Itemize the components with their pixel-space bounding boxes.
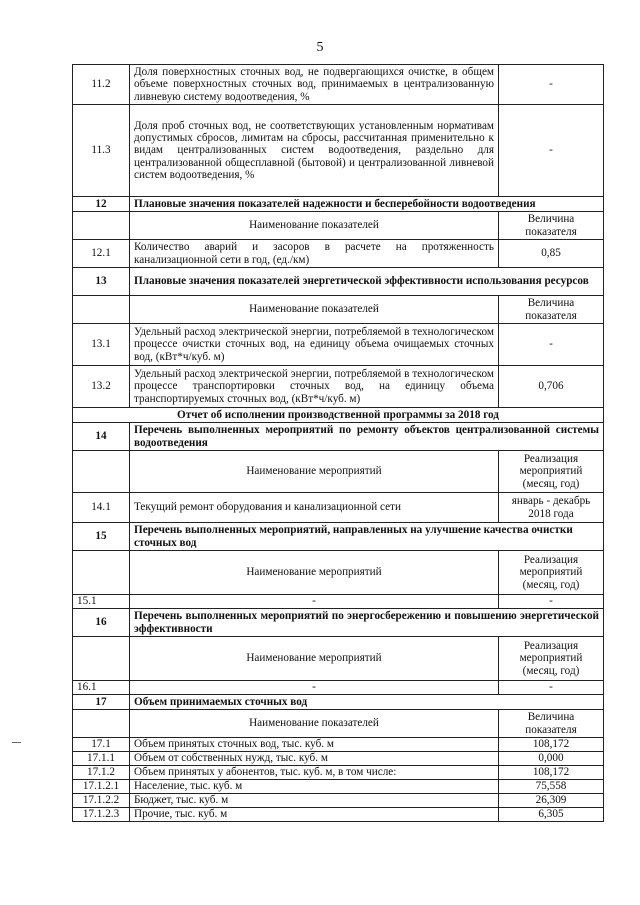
- column-header-value: Реализация мероприятий (месяц, год): [499, 637, 604, 681]
- row-text: -: [130, 681, 499, 695]
- row-text: Объем принятых сточных вод, тыс. куб. м: [130, 738, 499, 752]
- section-title: Перечень выполненных мероприятий по ремонту объектов централизованной системы водоотведения: [130, 423, 604, 451]
- table-row: [73, 493, 604, 523]
- row-text: Доля проб сточных вод, не соответствующих установленным нормативам допустимых сбросов, лимитам на сбросы, рассчитанная применительно к видам централизованных систем водоотведения, раздельно для централизованной общесплавной (бытовой) и централизованной ливневой систем водоотведения, %: [130, 105, 499, 197]
- section-title: Перечень выполненных мероприятий по энергосбережению и повышению энергетической эффективности: [130, 609, 604, 637]
- column-header-name: Наименование показателей: [130, 212, 499, 240]
- row-number: 17.1.2.1: [73, 780, 130, 794]
- column-header-row: [73, 637, 604, 681]
- column-header-value: Величина показателя: [499, 710, 604, 738]
- row-value: -: [499, 324, 604, 366]
- row-text: -: [130, 595, 499, 609]
- row-value: 26,309: [499, 794, 604, 808]
- column-header-row: [73, 212, 604, 240]
- row-value: -: [499, 681, 604, 695]
- section-title: Плановые значения показателей энергетической эффективности использования ресурсов: [130, 268, 604, 296]
- row-text: Бюджет, тыс. куб. м: [130, 794, 499, 808]
- row-number: 15.1: [73, 595, 130, 609]
- table-row: [73, 752, 604, 766]
- section-title: Перечень выполненных мероприятий, направленных на улучшение качества очистки сточных вод: [130, 523, 604, 551]
- table-row: [73, 681, 604, 695]
- section-title: Объем принимаемых сточных вод: [130, 695, 604, 710]
- margin-mark: [12, 742, 21, 743]
- row-number: 17.1.1: [73, 752, 130, 766]
- row-text: Доля поверхностных сточных вод, не подвергающихся очистке, в общем объеме поверхностных сточных вод, принимаемых в централизованную ливневую систему водоотведения, %: [130, 65, 499, 105]
- table-row: [73, 794, 604, 808]
- column-header-value: Реализация мероприятий (месяц, год): [499, 551, 604, 595]
- column-header-name: Наименование мероприятий: [130, 551, 499, 595]
- row-number: 11.3: [73, 105, 130, 197]
- row-text: Объем принятых у абонентов, тыс. куб. м, в том числе:: [130, 766, 499, 780]
- row-number: 13.1: [73, 324, 130, 366]
- row-text: Количество аварий и засоров в расчете на протяженность канализационной сети в год, (ед./км): [130, 240, 499, 268]
- section-title: Плановые значения показателей надежности и бесперебойности водоотведения: [130, 197, 604, 212]
- section-number: 17: [73, 695, 130, 710]
- row-value: 0,85: [499, 240, 604, 268]
- row-number: 13.2: [73, 366, 130, 408]
- section-header: [73, 609, 604, 637]
- table-row: [73, 808, 604, 822]
- section-number: 13: [73, 268, 130, 296]
- section-header: [73, 197, 604, 212]
- column-header-value: Величина показателя: [499, 296, 604, 324]
- row-value: январь - декабрь 2018 года: [499, 493, 604, 523]
- table-row: [73, 766, 604, 780]
- row-number: 14.1: [73, 493, 130, 523]
- column-header-row: [73, 710, 604, 738]
- row-text: Текущий ремонт оборудования и канализационной сети: [130, 493, 499, 523]
- row-value: 6,305: [499, 808, 604, 822]
- section-header: [73, 695, 604, 710]
- section-header: [73, 423, 604, 451]
- column-header-name: Наименование показателей: [130, 296, 499, 324]
- column-header-name: Наименование мероприятий: [130, 637, 499, 681]
- row-number: 17.1.2.3: [73, 808, 130, 822]
- row-text: Удельный расход электрической энергии, потребляемой в технологическом процессе очистки сточных вод, на единицу объема очищаемых сточных вод, (кВт*ч/куб. м): [130, 324, 499, 366]
- table-row: [73, 240, 604, 268]
- section-header: [73, 268, 604, 296]
- table-row: [73, 738, 604, 752]
- table-row: [73, 65, 604, 105]
- row-text: Прочие, тыс. куб. м: [130, 808, 499, 822]
- row-number: 12.1: [73, 240, 130, 268]
- table-row: [73, 595, 604, 609]
- table-row: [73, 324, 604, 366]
- table-row: [73, 366, 604, 408]
- row-number: 17.1.2: [73, 766, 130, 780]
- row-text: Население, тыс. куб. м: [130, 780, 499, 794]
- report-title: Отчет об исполнении производственной программы за 2018 год: [73, 408, 604, 423]
- table-row: [73, 105, 604, 197]
- row-value: -: [499, 65, 604, 105]
- row-number: 17.1: [73, 738, 130, 752]
- row-value: 0,000: [499, 752, 604, 766]
- column-header-value: Реализация мероприятий (месяц, год): [499, 451, 604, 493]
- row-value: 75,558: [499, 780, 604, 794]
- indicators-table: [72, 64, 604, 822]
- section-number: 14: [73, 423, 130, 451]
- row-text: Удельный расход электрической энергии, потребляемой в технологическом процессе транспортировки сточных вод, на единицу объема транспортируемых сточных вод, (кВт*ч/куб. м): [130, 366, 499, 408]
- row-number: 16.1: [73, 681, 130, 695]
- page-number: 5: [316, 40, 324, 55]
- column-header-row: [73, 296, 604, 324]
- column-header-row: [73, 551, 604, 595]
- table-row: [73, 780, 604, 794]
- row-number: 11.2: [73, 65, 130, 105]
- row-value: 108,172: [499, 738, 604, 752]
- section-header: [73, 523, 604, 551]
- row-value: 0,706: [499, 366, 604, 408]
- section-number: 12: [73, 197, 130, 212]
- column-header-name: Наименование мероприятий: [130, 451, 499, 493]
- column-header-row: [73, 451, 604, 493]
- section-number: 15: [73, 523, 130, 551]
- report-title-row: [73, 408, 604, 423]
- row-value: -: [499, 105, 604, 197]
- row-value: -: [499, 595, 604, 609]
- section-number: 16: [73, 609, 130, 637]
- row-number: 17.1.2.2: [73, 794, 130, 808]
- column-header-name: Наименование показателей: [130, 710, 499, 738]
- row-value: 108,172: [499, 766, 604, 780]
- row-text: Объем от собственных нужд, тыс. куб. м: [130, 752, 499, 766]
- column-header-value: Величина показателя: [499, 212, 604, 240]
